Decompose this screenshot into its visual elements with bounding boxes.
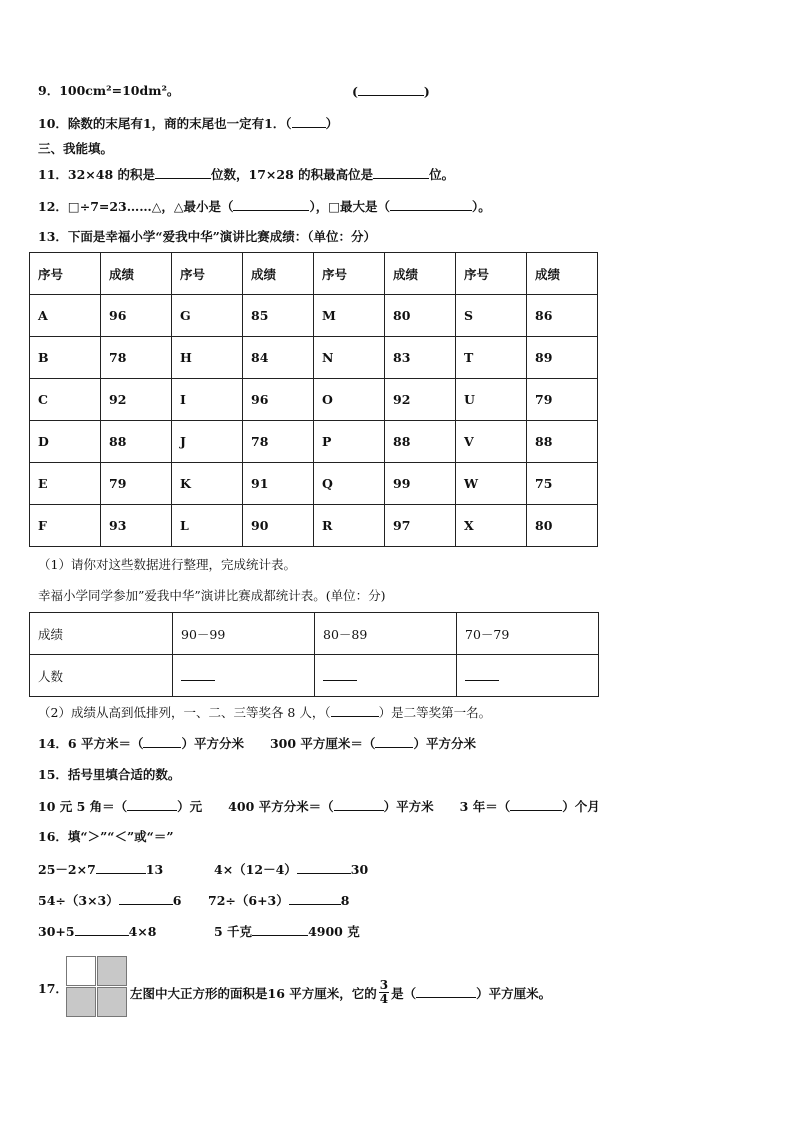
table-header: 成绩 [243,253,314,295]
answer-blank[interactable] [96,861,146,874]
table-header: 序号 [456,253,527,295]
question-13: 13．下面是幸福小学“爱我中华”演讲比赛成绩：（单位：分） [38,229,377,244]
table-cell: W [456,463,527,505]
table-header: 成绩 [527,253,598,295]
question-13-part-2: （2）成绩从高到低排列，一、二、三等奖各 8 人，（ ）是二等奖第一名。 [38,705,492,720]
answer-blank[interactable] [416,985,476,998]
table-cell: 人数 [30,655,173,697]
table-header: 80－89 [315,613,457,655]
table-cell: 78 [101,337,172,379]
table-cell: B [30,337,101,379]
compare-row: 25－2×7 13 4×（12－4） 30 [38,862,369,877]
table-header: 70－79 [457,613,599,655]
table-cell: L [172,505,243,547]
table-cell: 85 [243,295,314,337]
table-row [30,613,599,655]
question-15-items: 10 元 5 角＝（ ）元 400 平方分米＝（ ）平方米 3 年＝（ ）个月 [38,799,600,814]
table-cell: 96 [101,295,172,337]
answer-blank[interactable] [323,668,357,681]
table-cell: C [30,379,101,421]
fraction: $\frac{3}{4}$ [379,978,389,1006]
answer-blank[interactable] [181,668,215,681]
score-table [29,252,598,547]
question-9 [38,83,430,99]
table-cell: 99 [385,463,456,505]
table-cell: P [314,421,385,463]
table-row [30,337,598,379]
answer-blank[interactable] [297,861,351,874]
question-17: 左图中大正方形的面积是16 平方厘米，它的 $\frac{3}{4}$ 是（ ）平方厘米。 [130,978,552,1006]
answer-blank[interactable] [331,704,379,717]
question-number: 10． [38,116,68,131]
question-11: 11．32×48 的积是 位数，17×28 的积最高位是 位。 [38,167,455,182]
table-cell: 92 [385,379,456,421]
table-cell: F [30,505,101,547]
white-square [66,956,96,986]
table-cell: 89 [527,337,598,379]
question-12: 12．□÷7=23……△，△最小是（ ），□最大是（ ）。 [38,199,491,214]
table-row [30,463,598,505]
table-cell: I [172,379,243,421]
table-row [30,421,598,463]
answer-blank[interactable] [127,798,177,811]
section-heading: 三、我能填。 [38,141,114,156]
table-header: 序号 [314,253,385,295]
answer-blank[interactable] [334,798,384,811]
table-header: 成绩 [101,253,172,295]
table-cell: U [456,379,527,421]
question-17-number: 17． [38,981,68,996]
shaded-square [97,987,127,1017]
stats-table-title: 幸福小学同学参加”爱我中华”演讲比赛成都统计表。(单位：分) [38,588,386,603]
answer-blank[interactable] [143,735,181,748]
table-cell: 90 [243,505,314,547]
shaded-square [97,956,127,986]
table-cell: Q [314,463,385,505]
answer-blank[interactable] [292,115,326,128]
table-cell: 79 [527,379,598,421]
stats-table [29,612,599,697]
table-cell: 97 [385,505,456,547]
table-cell: J [172,421,243,463]
compare-row: 54÷（3×3） 6 72÷（6+3） 8 [38,893,350,908]
question-16: 16．填“＞”“＜”或“＝” [38,829,174,844]
answer-blank[interactable] [75,923,129,936]
table-cell: 96 [243,379,314,421]
table-header-row [30,253,598,295]
table-cell: 88 [385,421,456,463]
answer-blank[interactable] [289,892,341,905]
table-row [30,295,598,337]
table-cell: 75 [527,463,598,505]
answer-blank[interactable] [233,198,309,211]
table-header: 成绩 [385,253,456,295]
table-cell: 86 [527,295,598,337]
table-cell: 88 [101,421,172,463]
question-14: 14．6 平方米＝（ ）平方分米 300 平方厘米＝（ ）平方分米 [38,736,476,751]
table-cell: 79 [101,463,172,505]
table-cell: R [314,505,385,547]
square-figure [66,956,128,1018]
question-text: 100cm²=10dm²。 [59,83,180,98]
question-13-part-1: （1）请你对这些数据进行整理，完成统计表。 [38,557,296,572]
answer-paren: ( ) [352,84,430,99]
table-cell: 93 [101,505,172,547]
answer-blank[interactable] [375,735,413,748]
compare-row: 30+5 4×8 5 千克 4900 克 [38,924,360,939]
table-cell: 83 [385,337,456,379]
table-cell: 84 [243,337,314,379]
table-cell: N [314,337,385,379]
table-cell [457,655,599,697]
table-header: 序号 [30,253,101,295]
table-cell: T [456,337,527,379]
answer-blank[interactable] [155,166,211,179]
answer-blank[interactable] [358,83,424,96]
table-cell: 88 [527,421,598,463]
table-cell: D [30,421,101,463]
table-cell: G [172,295,243,337]
table-cell: 78 [243,421,314,463]
answer-blank[interactable] [465,668,499,681]
table-cell: 91 [243,463,314,505]
table-cell: X [456,505,527,547]
table-cell: V [456,421,527,463]
table-cell [315,655,457,697]
table-cell: K [172,463,243,505]
table-cell: 92 [101,379,172,421]
table-cell: 80 [385,295,456,337]
question-10: 10．除数的末尾有1，商的末尾也一定有1．（ ） [38,116,339,131]
table-row [30,505,598,547]
answer-blank[interactable] [252,923,308,936]
shaded-square [66,987,96,1017]
answer-blank[interactable] [119,892,173,905]
table-cell: O [314,379,385,421]
table-header: 成绩 [30,613,173,655]
table-cell: 80 [527,505,598,547]
question-15: 15．括号里填合适的数。 [38,767,181,782]
table-cell: H [172,337,243,379]
table-header: 序号 [172,253,243,295]
answer-blank[interactable] [390,198,472,211]
table-row [30,379,598,421]
table-cell [173,655,315,697]
table-cell: M [314,295,385,337]
table-cell: E [30,463,101,505]
question-number: 9． [38,83,60,98]
table-row [30,655,599,697]
answer-blank[interactable] [373,166,429,179]
table-header: 90－99 [173,613,315,655]
table-cell: S [456,295,527,337]
answer-blank[interactable] [510,798,562,811]
table-cell: A [30,295,101,337]
